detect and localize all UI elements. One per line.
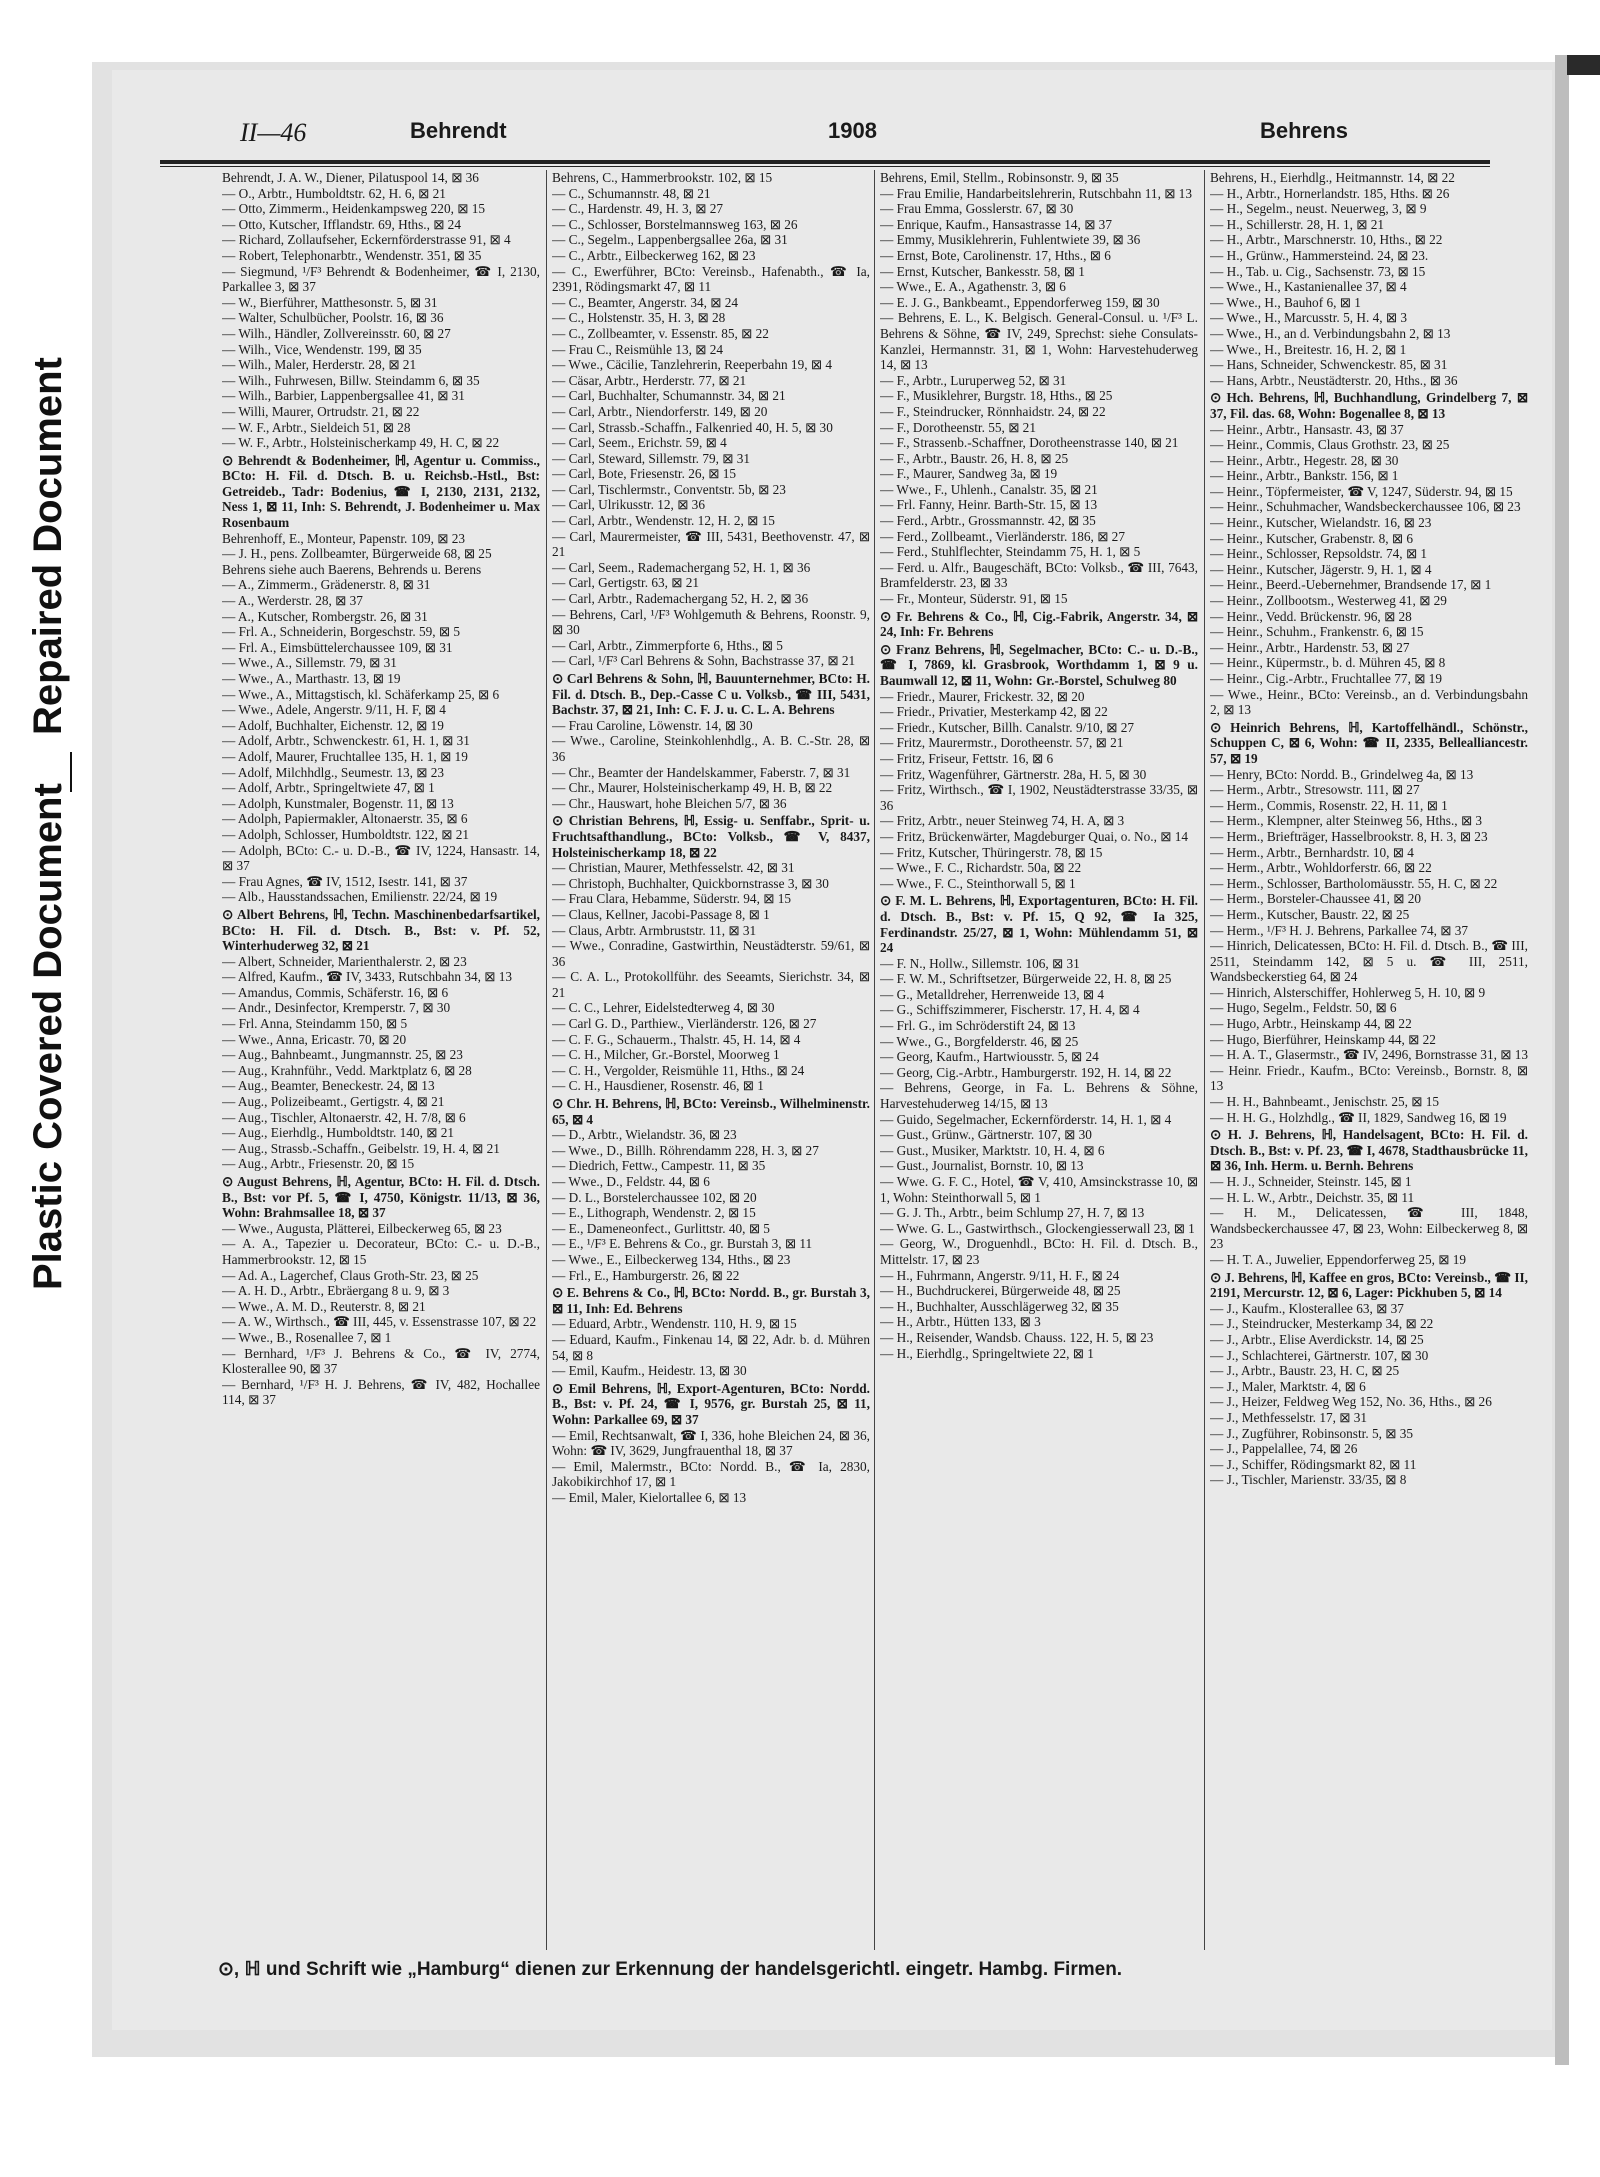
sidebar bbox=[0, 0, 92, 2177]
directory-entry: — Georg, Kaufm., Hartwiousstr. 5, ⊠ 24 bbox=[880, 1049, 1099, 1065]
directory-entry: — Alb., Hausstandssachen, Emilienstr. 22/24, ⊠ 19 bbox=[222, 889, 498, 905]
directory-entry: ⊙ F. M. L. Behrens, ℍ, Exportagenturen, BCto: H. Fil. d. Dtsch. B., Bst: v. Pf. 15, Q 92, ☎ Ia 325, Ferdinandstr. 25/27, ⊠ 1, Wohn: Mühlendamm 51, ⊠ 24 bbox=[880, 893, 1198, 956]
directory-entry: — Wwe. G. L., Gastwirthsch., Glockengiesserwall 23, ⊠ 1 bbox=[880, 1220, 1195, 1236]
directory-entry: — J., Heizer, Feldweg Weg 152, No. 36, Hths., ⊠ 26 bbox=[1210, 1394, 1492, 1410]
directory-entry: — Wwe., H., Marcusstr. 5, H. 4, ⊠ 3 bbox=[1210, 310, 1408, 326]
directory-entry: — C. C., Lehrer, Eidelstedterweg 4, ⊠ 30 bbox=[552, 1000, 775, 1016]
directory-entry: — F., Strassenb.-Schaffner, Dorotheenstrasse 140, ⊠ 21 bbox=[880, 435, 1179, 451]
directory-entry: — Claus, Kellner, Jacobi-Passage 8, ⊠ 1 bbox=[552, 906, 770, 922]
directory-entry: ⊙ H. J. Behrens, ℍ, Handelsagent, BCto: H. Fil. d. Dtsch. B., Bst: v. Pf. 23, ☎ I, 4678, Stadthausbrücke 11, ⊠ 36, Inh. Herm. u. Bernh. Behrens bbox=[1210, 1127, 1528, 1174]
directory-entry: — Gust., Grünw., Gärtnerstr. 107, ⊠ 30 bbox=[880, 1127, 1092, 1143]
directory-entry: — Carl, Buchhalter, Schumannstr. 34, ⊠ 21 bbox=[552, 388, 786, 404]
directory-entry: — Heinr., Commis, Claus Grothstr. 23, ⊠ 25 bbox=[1210, 437, 1450, 453]
directory-entry: — C., Segelm., Lappenbergsallee 26a, ⊠ 31 bbox=[552, 232, 788, 248]
directory-entry: — A., Werderstr. 28, ⊠ 37 bbox=[222, 593, 363, 609]
directory-entry: — Georg, Cig.-Arbtr., Hamburgerstr. 192, H. 14, ⊠ 22 bbox=[880, 1064, 1172, 1080]
directory-entry: — C., Zollbeamter, v. Essenstr. 85, ⊠ 22 bbox=[552, 325, 769, 341]
directory-entry: Behrens siehe auch Baerens, Behrends u. Berens bbox=[222, 561, 482, 577]
directory-entry: Behrens, H., Eierhdlg., Heitmannstr. 14, ⊠ 22 bbox=[1210, 170, 1455, 185]
directory-entry: — C. A. L., Protokollführ. des Seeamts, Sierichstr. 34, ⊠ 21 bbox=[552, 969, 870, 1000]
directory-entry: — Heinr. Friedr., Kaufm., BCto: Vereinsb., Bornstr. 8, ⊠ 13 bbox=[1210, 1062, 1528, 1094]
directory-entry: — J., Zugführer, Robinsonstr. 5, ⊠ 35 bbox=[1210, 1425, 1414, 1441]
directory-entry: — Wwe., F., Uhlenh., Canalstr. 35, ⊠ 21 bbox=[880, 481, 1098, 497]
directory-entry: — Cäsar, Arbtr., Herderstr. 77, ⊠ 21 bbox=[552, 372, 747, 388]
directory-entry: — F. N., Hollw., Sillemstr. 106, ⊠ 31 bbox=[880, 955, 1080, 971]
directory-entry: — E., Dameneonfect., Gurlittstr. 40, ⊠ 5 bbox=[552, 1220, 770, 1236]
directory-entry: — Carl, Gertigstr. 63, ⊠ 21 bbox=[552, 575, 700, 591]
directory-entry: — Behrens, E. L., K. Belgisch. General-Consul. u. ¹/F³ L. Behrens & Söhne, ☎ IV, 249, Sprechst: siehe Consulats-Kanzlei, Hermannstr. 31, ⊠ 1, Wohn: Harvestehuderweg 14, ⊠ 13 bbox=[880, 310, 1198, 373]
directory-entry: — Fritz, Friseur, Fettstr. 16, ⊠ 6 bbox=[880, 750, 1054, 766]
directory-entry: — Emil, Malermstr., BCto: Nordd. B., ☎ Ia, 2830, Jakobikirchhof 17, ⊠ 1 bbox=[552, 1458, 870, 1490]
directory-entry: ⊙ Emil Behrens, ℍ, Export-Agenturen, BCto: Nordd. B., Bst: v. Pf. 24, ☎ I, 9576, gr. Burstah 25, ⊠ 11, Wohn: Parkallee 69, ⊠ 37 bbox=[552, 1380, 870, 1427]
directory-entry: — Bernhard, ¹/F³ H. J. Behrens, ☎ IV, 482, Hochallee 114, ⊠ 37 bbox=[222, 1376, 540, 1408]
directory-entry: — Adolph, BCto: C.- u. D.-B., ☎ IV, 1224, Hansastr. 14, ⊠ 37 bbox=[222, 842, 540, 874]
directory-entry: — E., Lithograph, Wendenstr. 2, ⊠ 15 bbox=[552, 1205, 756, 1221]
directory-entry: — H., Schillerstr. 28, H. 1, ⊠ 21 bbox=[1210, 216, 1385, 232]
directory-entry: — Wwe., H., Bauhof 6, ⊠ 1 bbox=[1210, 294, 1361, 310]
directory-entry: — Wwe., Conradine, Gastwirthin, Neustädterstr. 59/61, ⊠ 36 bbox=[552, 938, 870, 969]
directory-entry: Behrens, Emil, Stellm., Robinsonstr. 9, ⊠ 35 bbox=[880, 170, 1119, 185]
directory-entry: — Herm., Commis, Rosenstr. 22, H. 11, ⊠ 1 bbox=[1210, 797, 1448, 813]
directory-entry: — Wwe., D., Feldstr. 44, ⊠ 6 bbox=[552, 1174, 710, 1189]
column-2 bbox=[552, 170, 870, 1950]
directory-entry: — Ernst, Bote, Carolinenstr. 17, Hths., ⊠ 6 bbox=[880, 247, 1111, 263]
directory-entry: — J., Maler, Marktstr. 4, ⊠ 6 bbox=[1210, 1378, 1366, 1394]
directory-entry: — F., Arbtr., Luruperweg 52, ⊠ 31 bbox=[880, 372, 1067, 388]
directory-entry: — J., Pappelallee, 74, ⊠ 26 bbox=[1210, 1441, 1358, 1457]
directory-entry: ⊙ August Behrens, ℍ, Agentur, BCto: H. Fil. d. Dtsch. B., Bst: vor Pf. 5, ☎ I, 4750, Königstr. 11/13, ⊠ 36, Wohn: Brahmsallee 18, ⊠ 37 bbox=[222, 1174, 540, 1221]
directory-entry: — Emil, Maler, Kielortallee 6, ⊠ 13 bbox=[552, 1489, 747, 1505]
directory-entry: — Wwe., H., Kastanienallee 37, ⊠ 4 bbox=[1210, 279, 1407, 295]
directory-entry: — Hinrich, Delicatessen, BCto: H. Fil. d. Dtsch. B., ☎ III, 2511, Steindamm 142, ⊠ 5 u. ☎ III, 2511, Wandsbeckerstieg 64, ⊠ 24 bbox=[1210, 938, 1528, 985]
directory-entry: — Fritz, Wirthsch., ☎ I, 1902, Neustädterstrasse 33/35, ⊠ 36 bbox=[880, 782, 1198, 813]
directory-entry: ⊙ E. Behrens & Co., ℍ, BCto: Nordd. B., gr. Burstah 3, ⊠ 11, Inh: Ed. Behrens bbox=[552, 1285, 870, 1316]
directory-entry: — H., Buchdruckerei, Bürgerweide 48, ⊠ 25 bbox=[880, 1283, 1121, 1299]
directory-entry: — Robert, Telephonarbtr., Wendenstr. 351, ⊠ 35 bbox=[222, 247, 482, 263]
directory-entry: — Wwe., A., Marthastr. 13, ⊠ 19 bbox=[222, 671, 401, 686]
directory-entry: — E. J. G., Bankbeamt., Eppendorferweg 159, ⊠ 30 bbox=[880, 294, 1160, 310]
directory-entry: — Aug., Strassb.-Schaffn., Geibelstr. 19, H. 4, ⊠ 21 bbox=[222, 1140, 500, 1156]
directory-entry: — Adolf, Arbtr., Schwenckestr. 61, H. 1, ⊠ 31 bbox=[222, 733, 470, 749]
directory-entry: — Wwe., G., Borgfelderstr. 46, ⊠ 25 bbox=[880, 1033, 1079, 1049]
directory-entry: — Friedr., Kutscher, Billh. Canalstr. 9/10, ⊠ 27 bbox=[880, 719, 1134, 735]
directory-entry: — Aug., Polizeibeamt., Gertigstr. 4, ⊠ 21 bbox=[222, 1094, 445, 1110]
directory-entry: — H., Arbtr., Marschnerstr. 10, Hths., ⊠ 22 bbox=[1210, 232, 1443, 248]
directory-entry: — Carl, Maurermeister, ☎ III, 5431, Beethovenstr. 47, ⊠ 21 bbox=[552, 528, 870, 560]
directory-entry: — O., Arbtr., Humboldtstr. 62, H. 6, ⊠ 21 bbox=[222, 185, 446, 201]
directory-entry: — Heinr., Schuhmacher, Wandsbeckerchaussee 106, ⊠ 23 bbox=[1210, 499, 1521, 515]
directory-entry: — Bernhard, ¹/F³ J. Behrens & Co., ☎ IV, 2774, Klosterallee 90, ⊠ 37 bbox=[222, 1345, 540, 1377]
directory-entry: — H., Eierhdlg., Springeltwiete 22, ⊠ 1 bbox=[880, 1345, 1094, 1361]
directory-entry: — Heinr., Kutscher, Jägerstr. 9, H. 1, ⊠ 4 bbox=[1210, 561, 1432, 577]
directory-entry: — Frau Caroline, Löwenstr. 14, ⊠ 30 bbox=[552, 717, 753, 733]
directory-entry: — Carl, Seem., Erichstr. 59, ⊠ 4 bbox=[552, 435, 727, 451]
directory-entry: — Claus, Arbtr. Armbruststr. 11, ⊠ 31 bbox=[552, 922, 757, 938]
directory-entry: — A. H. D., Arbtr., Ebräergang 8 u. 9, ⊠ 3 bbox=[222, 1283, 450, 1299]
header-rule bbox=[160, 160, 1490, 164]
directory-entry: — H., Fuhrmann, Angerstr. 9/11, H. F., ⊠ 24 bbox=[880, 1267, 1120, 1283]
directory-entry: — Friedr., Maurer, Frickestr. 32, ⊠ 20 bbox=[880, 688, 1085, 704]
directory-entry: — Adolph, Papiermakler, Altonaerstr. 35, ⊠ 6 bbox=[222, 811, 468, 827]
page-corner bbox=[1567, 55, 1600, 75]
directory-entry: — Herm., Kutscher, Baustr. 22, ⊠ 25 bbox=[1210, 906, 1410, 922]
column-divider bbox=[546, 170, 547, 1950]
directory-entry: — F., Arbtr., Baustr. 26, H. 8, ⊠ 25 bbox=[880, 450, 1069, 466]
directory-entry: ⊙ Heinrich Behrens, ℍ, Kartoffelhändl., Schönstr., Schuppen C, ⊠ 6, Wohn: ☎ II, 2335, Bellealliancestr. 57, ⊠ 19 bbox=[1210, 719, 1528, 766]
directory-entry: — Heinr., Beerd.-Uebernehmer, Brandsende 17, ⊠ 1 bbox=[1210, 577, 1492, 593]
directory-entry: — Enrique, Kaufm., Hansastrasse 14, ⊠ 37 bbox=[880, 216, 1112, 232]
directory-entry: — Wwe., H., Breitestr. 16, H. 2, ⊠ 1 bbox=[1210, 341, 1407, 357]
page-edge bbox=[1555, 55, 1569, 2065]
directory-entry: ⊙ Carl Behrens & Sohn, ℍ, Bauunternehmer, BCto: H. Fil. d. Dtsch. B., Dep.-Casse C u. Volksb., ☎ III, 5431, Bachstr. 37, ⊠ 21, Inh: C. F. J. u. C. L. A. Behrens bbox=[552, 671, 870, 718]
directory-entry: — Chr., Beamter der Handelskammer, Faberstr. 7, ⊠ 31 bbox=[552, 764, 851, 780]
directory-entry: — Otto, Kutscher, Ifflandstr. 69, Hths., ⊠ 24 bbox=[222, 216, 461, 232]
directory-entry: — W. F., Arbtr., Holsteinischerkamp 49, H. C, ⊠ 22 bbox=[222, 435, 500, 451]
directory-entry: — Fritz, Wagenführer, Gärtnerstr. 28a, H. 5, ⊠ 30 bbox=[880, 766, 1147, 782]
directory-entry: — Carl, Seem., Rademachergang 52, H. 1, ⊠ 36 bbox=[552, 559, 811, 575]
directory-entry: — Heinr., Arbtr., Hardenstr. 53, ⊠ 27 bbox=[1210, 639, 1410, 655]
directory-entry: — Carl, Ulrikusstr. 12, ⊠ 36 bbox=[552, 497, 705, 513]
directory-entry: — Carl, Arbtr., Zimmerpforte 6, Hths., ⊠ 5 bbox=[552, 637, 783, 653]
header-year: 1908 bbox=[828, 118, 877, 143]
directory-entry: — Guido, Segelmacher, Eckernförderstr. 14, H. 1, ⊠ 4 bbox=[880, 1111, 1172, 1127]
directory-entry: — Heinr., Küpermstr., b. d. Mühren 45, ⊠ 8 bbox=[1210, 655, 1446, 671]
directory-entry: — Wwe., Augusta, Plätterei, Eilbeckerweg 65, ⊠ 23 bbox=[222, 1220, 502, 1236]
directory-entry: — Frau C., Reismühle 13, ⊠ 24 bbox=[552, 341, 724, 357]
directory-entry: — Wilh., Barbier, Lappenbergsallee 41, ⊠ 31 bbox=[222, 388, 465, 404]
directory-entry: — Frl. Anna, Steindamm 150, ⊠ 5 bbox=[222, 1016, 408, 1032]
directory-entry: — Adolf, Buchhalter, Eichenstr. 12, ⊠ 19 bbox=[222, 717, 444, 733]
directory-entry: — C., Schlosser, Borstelmannsweg 163, ⊠ 26 bbox=[552, 216, 798, 232]
directory-entry: — C., Ewerführer, BCto: Vereinsb., Hafenabth., ☎ Ia, 2391, Rödingsmarkt 47, ⊠ 11 bbox=[552, 263, 870, 295]
directory-entry: — Friedr., Privatier, Mesterkamp 42, ⊠ 22 bbox=[880, 704, 1108, 720]
directory-entry: — Herm., Arbtr., Stresowstr. 111, ⊠ 27 bbox=[1210, 782, 1420, 798]
directory-entry: — Aug., Bahnbeamt., Jungmannstr. 25, ⊠ 23 bbox=[222, 1047, 463, 1063]
directory-entry: — Chr., Hauswart, hohe Bleichen 5/7, ⊠ 36 bbox=[552, 795, 787, 811]
directory-entry: — H. H., Bahnbeamt., Jenischstr. 25, ⊠ 15 bbox=[1210, 1094, 1440, 1110]
directory-entry: — Wwe., B., Rosenallee 7, ⊠ 1 bbox=[222, 1329, 392, 1345]
directory-entry: — Wwe., Heinr., BCto: Vereinsb., an d. Verbindungsbahn 2, ⊠ 13 bbox=[1210, 686, 1528, 718]
directory-entry: — H., Buchhalter, Ausschlägerweg 32, ⊠ 35 bbox=[880, 1298, 1119, 1314]
directory-entry: — Richard, Zollaufseher, Eckernförderstrasse 91, ⊠ 4 bbox=[222, 232, 511, 248]
directory-entry: — Frl. A., Eimsbüttelerchaussee 109, ⊠ 31 bbox=[222, 639, 453, 655]
directory-entry: — Wwe., F. C., Steinthorwall 5, ⊠ 1 bbox=[880, 875, 1076, 891]
directory-entry: — Christoph, Buchhalter, Quickbornstrasse 3, ⊠ 30 bbox=[552, 875, 829, 891]
directory-entry: — Wilh., Maler, Herderstr. 28, ⊠ 21 bbox=[222, 357, 417, 373]
directory-entry: — J., Kaufm., Klosterallee 63, ⊠ 37 bbox=[1210, 1300, 1404, 1316]
directory-entry: — Wwe., D., Billh. Röhrendamm 228, H. 3, ⊠ 27 bbox=[552, 1142, 819, 1158]
directory-entry: — Carl, Arbtr., Niendorferstr. 149, ⊠ 20 bbox=[552, 403, 768, 419]
directory-entry: — Carl, Arbtr., Wendenstr. 12, H. 2, ⊠ 15 bbox=[552, 513, 775, 529]
directory-entry: Behrens, C., Hammerbrookstr. 102, ⊠ 15 bbox=[552, 170, 773, 185]
directory-entry: — Frl. A., Schneiderin, Borgeschstr. 59, ⊠ 5 bbox=[222, 624, 461, 640]
directory-entry: — Gust., Journalist, Bornstr. 10, ⊠ 13 bbox=[880, 1158, 1084, 1174]
directory-entry: — Ferd., Zollbeamt., Vierländerstr. 186, ⊠ 27 bbox=[880, 528, 1125, 544]
header-right-word: Behrens bbox=[1260, 118, 1349, 143]
directory-entry: — Heinr., Schuhm., Frankenstr. 6, ⊠ 15 bbox=[1210, 624, 1424, 640]
directory-entry: — Walter, Schulbücher, Poolstr. 16, ⊠ 36 bbox=[222, 310, 444, 326]
directory-entry: — A., Zimmerm., Grädenerstr. 8, ⊠ 31 bbox=[222, 577, 431, 593]
directory-entry: — W., Bierführer, Matthesonstr. 5, ⊠ 31 bbox=[222, 294, 438, 310]
page-header bbox=[160, 118, 1490, 156]
directory-entry: — C., Holstenstr. 35, H. 3, ⊠ 28 bbox=[552, 310, 726, 326]
directory-entry: — H., Arbtr., Hornerlandstr. 185, Hths. ⊠ 26 bbox=[1210, 185, 1450, 201]
directory-entry: — H., Grünw., Hammersteind. 24, ⊠ 23. bbox=[1210, 247, 1429, 263]
directory-entry: — Otto, Zimmerm., Heidenkampsweg 220, ⊠ 15 bbox=[222, 201, 486, 217]
directory-entry: — Heinr., Vedd. Brückenstr. 96, ⊠ 28 bbox=[1210, 608, 1412, 624]
directory-entry: — Herm., ¹/F³ H. J. Behrens, Parkallee 74, ⊠ 37 bbox=[1210, 922, 1469, 938]
directory-entry: — Wwe., H., an d. Verbindungsbahn 2, ⊠ 13 bbox=[1210, 325, 1451, 341]
directory-entry: — D. L., Borstelerchaussee 102, ⊠ 20 bbox=[552, 1189, 757, 1205]
directory-entry: — Hugo, Bierführer, Heinskamp 44, ⊠ 22 bbox=[1210, 1031, 1436, 1047]
directory-entry: — G., Metalldreher, Herrenweide 13, ⊠ 4 bbox=[880, 986, 1105, 1002]
column-divider bbox=[1204, 170, 1205, 1950]
directory-entry: — G. J. Th., Arbtr., beim Schlump 27, H. 7, ⊠ 13 bbox=[880, 1205, 1145, 1221]
directory-entry: — H. M., Delicatessen, ☎ III, 1848, Wandsbeckerchaussee 47, ⊠ 23, Wohn: Eilbeckerweg 8, ⊠ 23 bbox=[1210, 1205, 1528, 1252]
directory-entry: — Wwe. G. F. C., Hotel, ☎ V, 410, Amsinckstrasse 10, ⊠ 1, Wohn: Steinthorwall 5, ⊠ 1 bbox=[880, 1174, 1198, 1205]
directory-entry: — Frau Emilie, Handarbeitslehrerin, Rutschbahn 11, ⊠ 13 bbox=[880, 185, 1192, 201]
directory-entry: — Carl, Strassb.-Schaffn., Falkenried 40, H. 5, ⊠ 30 bbox=[552, 419, 833, 435]
directory-entry: — C., Hardenstr. 49, H. 3, ⊠ 27 bbox=[552, 201, 724, 217]
directory-entry: — Aug., Tischler, Altonaerstr. 42, H. 7/8, ⊠ 6 bbox=[222, 1109, 466, 1125]
directory-entry: — Diedrich, Fettw., Campestr. 11, ⊠ 35 bbox=[552, 1158, 766, 1174]
footer-note: ⊙, ℍ und Schrift wie „Hamburg“ dienen zur Erkennung der handelsgerichtl. eingetr. Hambg. Firmen. bbox=[218, 1959, 1123, 1980]
directory-entry: — W. F., Arbtr., Sieldeich 51, ⊠ 28 bbox=[222, 419, 411, 435]
directory-entry: — Frau Agnes, ☎ IV, 1512, Isestr. 141, ⊠ 37 bbox=[222, 873, 468, 889]
directory-entry: — Andr., Desinfector, Kremperstr. 7, ⊠ 30 bbox=[222, 1000, 451, 1016]
directory-entry: — Herm., Briefträger, Hasselbrookstr. 8, H. 3, ⊠ 23 bbox=[1210, 828, 1488, 844]
directory-entry: — H., Reisender, Wandsb. Chauss. 122, H. 5, ⊠ 23 bbox=[880, 1329, 1154, 1345]
directory-entry: — J. H., pens. Zollbeamter, Bürgerweide 68, ⊠ 25 bbox=[222, 546, 492, 562]
directory-entry: — Heinr., Arbtr., Hegestr. 28, ⊠ 30 bbox=[1210, 452, 1399, 468]
directory-entry: — Emil, Kaufm., Heidestr. 13, ⊠ 30 bbox=[552, 1363, 747, 1379]
directory-entry: — Hugo, Segelm., Feldstr. 50, ⊠ 6 bbox=[1210, 1000, 1397, 1016]
directory-entry: — G., Schiffszimmerer, Fischerstr. 17, H. 4, ⊠ 4 bbox=[880, 1002, 1140, 1018]
directory-entry: — Herm., Borsteler-Chaussee 41, ⊠ 20 bbox=[1210, 891, 1422, 907]
directory-entry: — Heinr., Kutscher, Wielandstr. 16, ⊠ 23 bbox=[1210, 515, 1432, 531]
directory-entry: — Wwe., A., Mittagstisch, kl. Schäferkamp 25, ⊠ 6 bbox=[222, 686, 500, 702]
directory-entry: — Ferd., Arbtr., Grossmannstr. 42, ⊠ 35 bbox=[880, 513, 1096, 529]
directory-entry: — F., Maurer, Sandweg 3a, ⊠ 19 bbox=[880, 466, 1058, 482]
directory-entry: Behrendt, J. A. W., Diener, Pilatuspool 14, ⊠ 36 bbox=[222, 170, 479, 185]
directory-entry: — Heinr., Arbtr., Bankstr. 156, ⊠ 1 bbox=[1210, 468, 1399, 484]
directory-entry: — Wilh., Vice, Wendenstr. 199, ⊠ 35 bbox=[222, 341, 422, 357]
directory-entry: — Frl. G., im Schröderstift 24, ⊠ 13 bbox=[880, 1018, 1076, 1034]
directory-entry: ⊙ J. Behrens, ℍ, Kaffee en gros, BCto: Vereinsb., ☎ II, 2191, Mercurstr. 12, ⊠ 6, Lager: Pickhuben 5, ⊠ 14 bbox=[1210, 1269, 1528, 1301]
directory-entry: — F. W. M., Schriftsetzer, Bürgerweide 22, H. 8, ⊠ 25 bbox=[880, 971, 1172, 987]
directory-columns bbox=[160, 170, 1528, 1950]
directory-entry: — Frl. Fanny, Heinr. Barth-Str. 15, ⊠ 13 bbox=[880, 497, 1098, 513]
directory-entry: — Adolph, Kunstmaler, Bogenstr. 11, ⊠ 13 bbox=[222, 795, 454, 811]
directory-entry: — Wwe., Anna, Ericastr. 70, ⊠ 20 bbox=[222, 1031, 407, 1047]
directory-entry: — Heinr., Schlosser, Repsoldstr. 74, ⊠ 1 bbox=[1210, 546, 1428, 562]
directory-entry: — C. H., Vergolder, Reismühle 11, Hths., ⊠ 24 bbox=[552, 1062, 805, 1078]
directory-entry: — Alfred, Kaufm., ☎ IV, 3433, Rutschbahn 34, ⊠ 13 bbox=[222, 969, 513, 985]
directory-entry: — Wwe., E., Eilbeckerweg 134, Hths., ⊠ 23 bbox=[552, 1251, 791, 1267]
column-1 bbox=[222, 170, 540, 1950]
directory-entry: — J., Steindrucker, Mesterkamp 34, ⊠ 22 bbox=[1210, 1316, 1434, 1332]
directory-entry: — Fritz, Kutscher, Thüringerstr. 78, ⊠ 15 bbox=[880, 844, 1103, 860]
directory-entry: — Hugo, Arbtr., Heinskamp 44, ⊠ 22 bbox=[1210, 1016, 1412, 1032]
sidebar-label-repaired: Repaired Document bbox=[26, 357, 70, 735]
directory-entry: — Emmy, Musiklehrerin, Fuhlentwiete 39, ⊠ 36 bbox=[880, 232, 1141, 248]
directory-entry: — Ad. A., Lagerchef, Claus Groth-Str. 23, ⊠ 25 bbox=[222, 1267, 479, 1283]
directory-entry: — F., Musiklehrer, Burgstr. 18, Hths., ⊠ 25 bbox=[880, 388, 1113, 404]
directory-entry: — J., Arbtr., Elise Averdickstr. 14, ⊠ 25 bbox=[1210, 1331, 1424, 1347]
directory-entry: — Aug., Arbtr., Friesenstr. 20, ⊠ 15 bbox=[222, 1156, 415, 1172]
directory-entry: — Ferd. u. Alfr., Baugeschäft, BCto: Volksb., ☎ III, 7643, Bramfelderstr. 23, ⊠ 33 bbox=[880, 559, 1198, 591]
directory-entry: ⊙ Christian Behrens, ℍ, Essig- u. Senffabr., Sprit- u. Fruchtsafthandlung., BCto: Volksb., ☎ V, 8437, Holsteinischerkamp 18, ⊠ 22 bbox=[552, 813, 870, 860]
directory-entry: — Herm., Schlosser, Bartholomäusstr. 55, H. C, ⊠ 22 bbox=[1210, 875, 1498, 891]
directory-entry: — Albert, Schneider, Marienthalerstr. 2, ⊠ 23 bbox=[222, 953, 467, 969]
directory-entry: — Carl, ¹/F³ Carl Behrens & Sohn, Bachstrasse 37, ⊠ 21 bbox=[552, 653, 856, 669]
directory-entry: — Heinr., Cig.-Arbtr., Fruchtallee 77, ⊠ 19 bbox=[1210, 671, 1442, 686]
directory-entry: — C. F. G., Schauerm., Thalstr. 45, H. 14, ⊠ 4 bbox=[552, 1031, 801, 1047]
directory-entry: — Aug., Beamter, Beneckestr. 24, ⊠ 13 bbox=[222, 1078, 435, 1094]
column-divider bbox=[874, 170, 875, 1950]
directory-entry: — Herm., Klempner, alter Steinweg 56, Hths., ⊠ 3 bbox=[1210, 813, 1483, 829]
directory-entry: — Frau Emma, Gosslerstr. 67, ⊠ 30 bbox=[880, 201, 1074, 217]
directory-entry: — Wwe., Cäcilie, Tanzlehrerin, Reeperbahn 19, ⊠ 4 bbox=[552, 357, 832, 373]
directory-entry: — A. W., Wirthsch., ☎ III, 445, v. Essenstrasse 107, ⊠ 22 bbox=[222, 1314, 537, 1330]
directory-entry: ⊙ Franz Behrens, ℍ, Segelmacher, BCto: C.- u. D.-B., ☎ I, 7869, kl. Grasbrook, Worthdamm 1, ⊠ 9 u. Baumwall 12, ⊠ 11, Wohn: Gr.-Borstel, Schulweg 80 bbox=[880, 641, 1198, 688]
directory-entry: — J., Tischler, Marienstr. 33/35, ⊠ 8 bbox=[1210, 1472, 1407, 1488]
directory-entry: — Fritz, Brückenwärter, Magdeburger Quai, o. No., ⊠ 14 bbox=[880, 828, 1188, 844]
directory-entry: ⊙ Hch. Behrens, ℍ, Buchhandlung, Grindelberg 7, ⊠ 37, Fil. das. 68, Wohn: Bogenallee 8, ⊠ 13 bbox=[1210, 390, 1528, 421]
directory-entry: — H., Arbtr., Hütten 133, ⊠ 3 bbox=[880, 1314, 1041, 1330]
directory-entry: Behrenhoff, E., Monteur, Papenstr. 109, ⊠ 23 bbox=[222, 530, 466, 546]
directory-entry: — Carl, Steward, Sillemstr. 79, ⊠ 31 bbox=[552, 450, 751, 466]
directory-entry: — J., Schiffer, Rödingsmarkt 82, ⊠ 11 bbox=[1210, 1456, 1417, 1472]
directory-entry: — Gust., Musiker, Marktstr. 10, H. 4, ⊠ 6 bbox=[880, 1142, 1105, 1158]
directory-entry: — Henry, BCto: Nordd. B., Grindelweg 4a, ⊠ 13 bbox=[1210, 766, 1474, 782]
directory-entry: — Hans, Schneider, Schwenckestr. 85, ⊠ 31 bbox=[1210, 357, 1448, 373]
directory-entry: — C., Schumannstr. 48, ⊠ 21 bbox=[552, 185, 711, 201]
directory-entry: — D., Arbtr., Wielandstr. 36, ⊠ 23 bbox=[552, 1127, 737, 1143]
directory-entry: — Eduard, Kaufm., Finkenau 14, ⊠ 22, Adr. b. d. Mühren 54, ⊠ 8 bbox=[552, 1331, 870, 1363]
directory-entry: — Heinr., Töpfermeister, ☎ V, 1247, Süderstr. 94, ⊠ 15 bbox=[1210, 483, 1513, 499]
directory-entry: — A. A., Tapezier u. Decorateur, BCto: C.- u. D.-B., Hammerbrookstr. 12, ⊠ 15 bbox=[222, 1236, 540, 1267]
directory-entry: — F., Dorotheenstr. 55, ⊠ 21 bbox=[880, 419, 1036, 435]
directory-entry: — Hinrich, Alsterschiffer, Hohlerweg 5, H. 10, ⊠ 9 bbox=[1210, 984, 1486, 1000]
directory-entry: — Frau Clara, Hebamme, Süderstr. 94, ⊠ 15 bbox=[552, 891, 791, 907]
directory-entry: — H. J., Schneider, Steinstr. 145, ⊠ 1 bbox=[1210, 1174, 1412, 1189]
directory-entry: — Wwe., Caroline, Steinkohlenhdlg., A. B. C.-Str. 28, ⊠ 36 bbox=[552, 733, 870, 764]
directory-entry: — J., Methfesselstr. 17, ⊠ 31 bbox=[1210, 1409, 1368, 1425]
directory-entry: — H. L. W., Arbtr., Deichstr. 35, ⊠ 11 bbox=[1210, 1189, 1415, 1205]
directory-entry: — Behrens, George, in Fa. L. Behrens & Söhne, Harvestehuderweg 14/15, ⊠ 13 bbox=[880, 1080, 1198, 1112]
directory-entry: — H., Tab. u. Cig., Sachsenstr. 73, ⊠ 15 bbox=[1210, 263, 1426, 279]
directory-entry: ⊙ Albert Behrens, ℍ, Techn. Maschinenbedarfsartikel, BCto: H. Fil. d. Dtsch. B., Bst: v. Pf. 52, Winterhuderweg 32, ⊠ 21 bbox=[222, 906, 540, 954]
directory-entry: — C., Arbtr., Eilbeckerweg 162, ⊠ 23 bbox=[552, 247, 756, 263]
directory-entry: — Wilh., Fuhrwesen, Billw. Steindamm 6, ⊠ 35 bbox=[222, 372, 480, 388]
header-rule-thin bbox=[160, 166, 1490, 167]
directory-entry: — C. H., Hausdiener, Rosenstr. 46, ⊠ 1 bbox=[552, 1078, 764, 1094]
directory-entry: — Hans, Arbtr., Neustädterstr. 20, Hths., ⊠ 36 bbox=[1210, 372, 1458, 388]
directory-entry: ⊙ Behrendt & Bodenheimer, ℍ, Agentur u. Commiss., BCto: H. Fil. d. Dtsch. B. u. Reichsb.-Hstl., Bst: Getreideb., Tadr: Bodenius, ☎ I, 2130, 2131, 2132, Ness 1, ⊠ 11, Inh: S. Behrendt, J. Bodenheimer u. Max Rosenbaum bbox=[222, 452, 540, 531]
directory-entry: — H. T. A., Juwelier, Eppendorferweg 25, ⊠ 19 bbox=[1210, 1251, 1467, 1267]
directory-entry: — Herm., Arbtr., Bernhardstr. 10, ⊠ 4 bbox=[1210, 844, 1414, 860]
directory-entry: — Wilh., Händler, Zollvereinsstr. 60, ⊠ 27 bbox=[222, 325, 451, 341]
directory-entry: — Heinr., Kutscher, Grabenstr. 8, ⊠ 6 bbox=[1210, 530, 1414, 546]
directory-entry: — Eduard, Arbtr., Wendenstr. 110, H. 9, ⊠ 15 bbox=[552, 1316, 797, 1332]
directory-entry: — Fritz, Maurermstr., Dorotheenstr. 57, ⊠ 21 bbox=[880, 735, 1124, 751]
directory-entry: — F., Steindrucker, Rönnhaidstr. 24, ⊠ 22 bbox=[880, 403, 1106, 419]
directory-entry: — H. H. G., Holzhdlg., ☎ II, 1829, Sandweg 16, ⊠ 19 bbox=[1210, 1109, 1507, 1125]
directory-entry: — Willi, Maurer, Ortrudstr. 21, ⊠ 22 bbox=[222, 403, 420, 419]
directory-entry: — E., ¹/F³ E. Behrens & Co., gr. Burstah 3, ⊠ 11 bbox=[552, 1236, 813, 1252]
header-left-word: Behrendt bbox=[410, 118, 507, 143]
column-4 bbox=[1210, 170, 1528, 1950]
sidebar-label-plastic: Plastic Covered Document bbox=[26, 783, 70, 1290]
directory-entry: — Frl., E., Hamburgerstr. 26, ⊠ 22 bbox=[552, 1267, 740, 1283]
directory-entry: — H., Segelm., neust. Neuerweg, 3, ⊠ 9 bbox=[1210, 201, 1427, 217]
directory-entry: — Wwe., Adele, Angerstr. 9/11, H. F, ⊠ 4 bbox=[222, 702, 446, 718]
directory-entry: — Carl G. D., Parthiew., Vierländerstr. 126, ⊠ 27 bbox=[552, 1016, 817, 1032]
directory-entry: — Fr., Monteur, Süderstr. 91, ⊠ 15 bbox=[880, 591, 1068, 607]
directory-entry: — J., Arbtr., Baustr. 23, H. C, ⊠ 25 bbox=[1210, 1363, 1400, 1379]
directory-entry: — Wwe., A. M. D., Reuterstr. 8, ⊠ 21 bbox=[222, 1298, 426, 1314]
directory-entry: — Heinr., Arbtr., Hansastr. 43, ⊠ 37 bbox=[1210, 421, 1404, 437]
directory-entry: — Chr., Maurer, Holsteinischerkamp 49, H. B, ⊠ 22 bbox=[552, 780, 833, 796]
directory-entry: — Carl, Arbtr., Rademachergang 52, H. 2, ⊠ 36 bbox=[552, 591, 809, 607]
directory-entry: — Amandus, Commis, Schäferstr. 16, ⊠ 6 bbox=[222, 984, 449, 1000]
directory-entry: — Georg, W., Droguenhdl., BCto: H. Fil. d. Dtsch. B., Mittelstr. 17, ⊠ 23 bbox=[880, 1236, 1198, 1267]
directory-entry: — Heinr., Zollbootsm., Westerweg 41, ⊠ 29 bbox=[1210, 593, 1447, 609]
directory-entry: — Aug., Krahnführ., Vedd. Marktplatz 6, ⊠ 28 bbox=[222, 1062, 472, 1078]
directory-entry: — Ferd., Stuhlflechter, Steindamm 75, H. 1, ⊠ 5 bbox=[880, 544, 1141, 560]
column-3 bbox=[880, 170, 1198, 1950]
directory-entry: — Fritz, Arbtr., neuer Steinweg 74, H. A, ⊠ 3 bbox=[880, 813, 1125, 829]
directory-entry: — Herm., Arbtr., Wohldorferstr. 66, ⊠ 22 bbox=[1210, 860, 1432, 876]
directory-entry: — Siegmund, ¹/F³ Behrendt & Bodenheimer, ☎ I, 2130, Parkallee 3, ⊠ 37 bbox=[222, 263, 540, 295]
directory-entry: — Christian, Maurer, Methfesselstr. 42, ⊠ 31 bbox=[552, 860, 795, 876]
directory-entry: — Adolph, Schlosser, Humboldtstr. 122, ⊠ 21 bbox=[222, 826, 470, 842]
directory-entry: — Adolf, Milchhdlg., Seumestr. 13, ⊠ 23 bbox=[222, 764, 445, 780]
directory-entry: — A., Kutscher, Rombergstr. 26, ⊠ 31 bbox=[222, 608, 428, 624]
directory-entry: — Aug., Eierhdlg., Humboldtstr. 140, ⊠ 21 bbox=[222, 1125, 455, 1141]
directory-entry: — J., Schlachterei, Gärtnerstr. 107, ⊠ 30 bbox=[1210, 1347, 1429, 1363]
directory-entry: — Adolf, Arbtr., Springeltwiete 47, ⊠ 1 bbox=[222, 780, 435, 796]
directory-entry: — Wwe., F. C., Richardstr. 50a, ⊠ 22 bbox=[880, 860, 1082, 876]
directory-entry: — C., Beamter, Angerstr. 34, ⊠ 24 bbox=[552, 294, 739, 310]
directory-entry: ⊙ Fr. Behrens & Co., ℍ, Cig.-Fabrik, Angerstr. 34, ⊠ 24, Inh: Fr. Behrens bbox=[880, 608, 1198, 640]
directory-entry: — Ernst, Kutscher, Bankesstr. 58, ⊠ 1 bbox=[880, 263, 1085, 279]
page-number: II—46 bbox=[240, 118, 307, 147]
directory-entry: ⊙ Chr. H. Behrens, ℍ, BCto: Vereinsb., Wilhelminenstr. 65, ⊠ 4 bbox=[552, 1096, 870, 1127]
directory-entry: — Adolf, Maurer, Fruchtallee 135, H. 1, ⊠ 19 bbox=[222, 748, 468, 764]
directory-entry: — Carl, Tischlermstr., Conventstr. 5b, ⊠ 23 bbox=[552, 481, 786, 497]
directory-entry: — Carl, Bote, Friesenstr. 26, ⊠ 15 bbox=[552, 466, 736, 482]
directory-entry: — Behrens, Carl, ¹/F³ Wohlgemuth & Behrens, Roonstr. 9, ⊠ 30 bbox=[552, 606, 870, 638]
directory-entry: — Emil, Rechtsanwalt, ☎ I, 336, hohe Bleichen 24, ⊠ 36, Wohn: ☎ IV, 3629, Jungfrauenthal 18, ⊠ 37 bbox=[552, 1427, 870, 1459]
directory-entry: — Wwe., A., Sillemstr. 79, ⊠ 31 bbox=[222, 655, 397, 671]
directory-entry: — C. H., Milcher, Gr.-Borstel, Moorweg 1 bbox=[552, 1047, 780, 1063]
directory-entry: — H. A. T., Glasermstr., ☎ IV, 2496, Bornstrasse 31, ⊠ 13 bbox=[1210, 1047, 1528, 1063]
directory-entry: — Wwe., E. A., Agathenstr. 3, ⊠ 6 bbox=[880, 279, 1066, 295]
